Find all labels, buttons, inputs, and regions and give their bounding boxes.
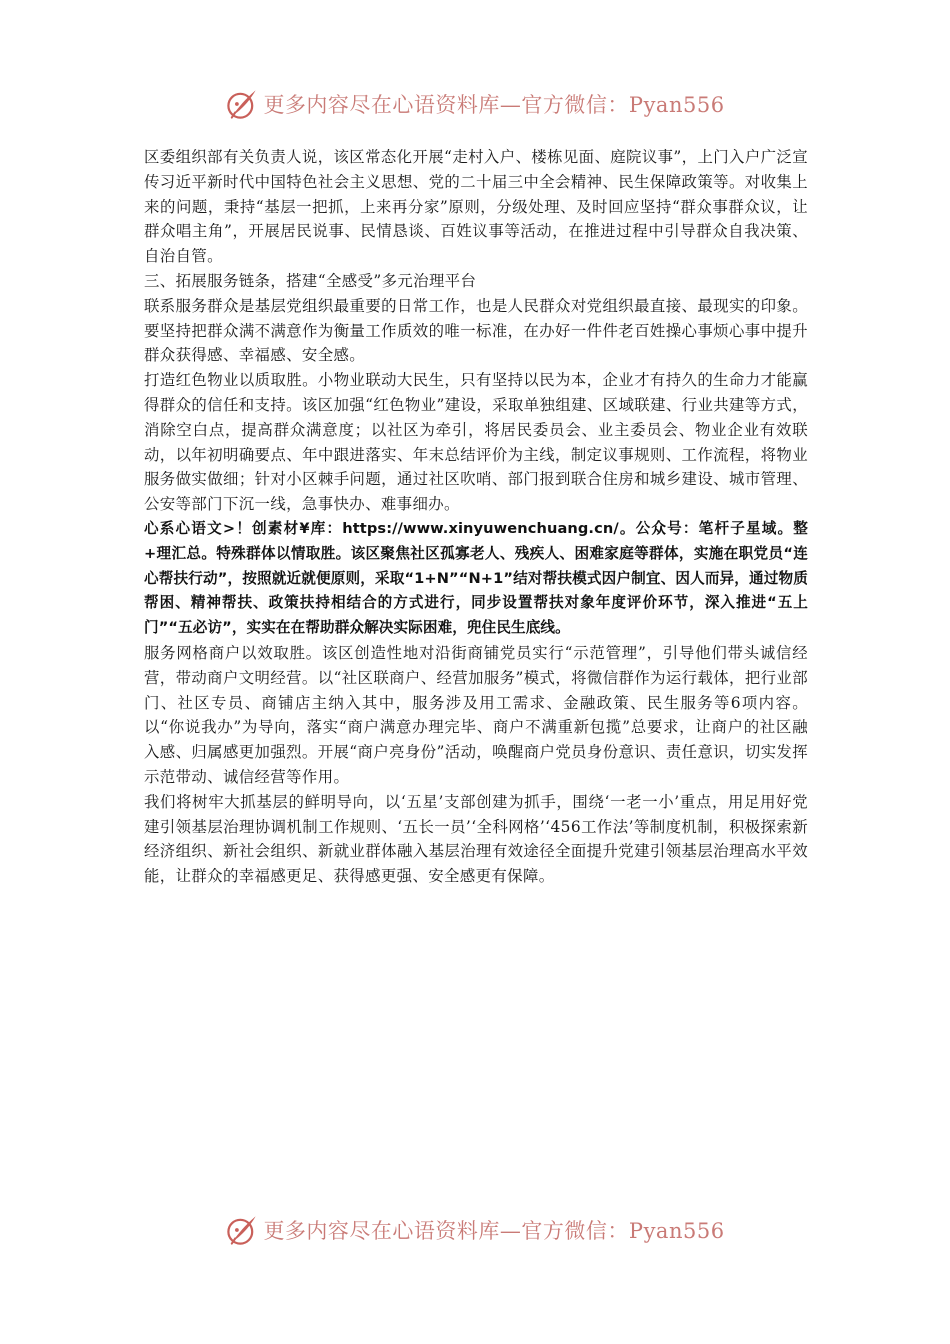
footer-watermark [0,1208,950,1252]
watermark-text: 更多内容尽在心语资料库—官方微信：Pyan556 [263,93,725,117]
paragraph-5: 服务网格商户以效取胜。该区创造性地对沿街商铺党员实行“示范管理”，引导他们带头诚信经营，带动商户文明经营。以“社区联商户、经营加服务”模式，将微信群作为运行载体，把行业部门、社区专员、商铺店主纳入其中，服务涉及用工需求、金融政策、民生服务等6项内容。以“你说我办”为导向，落实“商户满意办理完毕、商户不满重新包揽”总要求，让商户的社区融入感、归属感更加强烈。开展“商户亮身份”活动，唤醒商户党员身份意识、责任意识，切实发挥示范带动、诚信经营等作用。 [144,643,808,786]
quill-logo-icon [225,1213,259,1247]
paragraph-1: 区委组织部有关负责人说，该区常态化开展“走村入户、楼栋见面、庭院议事”，上门入户广泛宣传习近平新时代中国特色社会主义思想、党的二十届三中全会精神、民生保障政策等。对收集上来的问题，秉持“基层一把抓，上来再分家”原则，分级处理、及时回应坚持“群众事群众议，让群众唱主角”，开展居民说事、民情恳谈、百姓议事等活动，在推进过程中引导群众自我决策、自治自管。 [144,148,808,266]
header-watermark [0,82,950,126]
paragraph-6: 我们将树牢大抓基层的鲜明导向，以‘五星’支部创建为抓手，围绕‘一老一小’重点，用足用好党建引领基层治理协调机制工作规则、‘五长一员’‘全科网格’‘456工作法’等制度机制，积极探索新经济组织、新社会组织、新就业群体融入基层治理有效途径全面提升党建引领基层治理高水平效能，让群众的幸福感更足、获得感更强、安全感更有保障。 [144,792,808,886]
section-heading: 三、拓展服务链条，搭建“全感受”多元治理平台 [144,271,477,290]
paragraph-2: 联系服务群众是基层党组织最重要的日常工作，也是人民群众对党组织最直接、最现实的印象。要坚持把群众满不满意作为衡量工作质效的唯一标准，在办好一件件老百姓操心事烦心事中提升群众获得感、幸福感、安全感。 [144,296,808,365]
quill-logo-icon [225,87,259,121]
document-body [144,145,808,889]
paragraph-3: 打造红色物业以质取胜。小物业联动大民生，只有坚持以民为本，企业才有持久的生命力才能赢得群众的信任和支持。该区加强“红色物业”建设，采取单独组建、区域联建、行业共建等方式，消除空白点，提高群众满意度；以社区为牵引，将居民委员会、业主委员会、物业企业有效联动，以年初明确要点、年中跟进落实、年末总结评价为主线，制定议事规则、工作流程，将物业服务做实做细；针对小区棘手问题，通过社区吹哨、部门报到联合住房和城乡建设、城市管理、公安等部门下沉一线，急事快办、难事细办。 [144,371,808,514]
paragraph-4-bold: 心系心语文>！创素材¥库：https://www.xinyuwenchuang.cn/。公众号：笔杆子星域。整+理汇总。特殊群体以情取胜。该区聚焦社区孤寡老人、残疾人、困难家庭等群体，实施在职党员“连心帮扶行动”，按照就近就便原则，采取“1+N”“N+1”结对帮扶模式因户制宜、因人而异，通过物质帮困、精神帮扶、政策扶持相结合的方式进行，同步设置帮扶对象年度评价环节，深入推进“五上门”“五必访”，实实在在帮助群众解决实际困难，兜住民生底线。 [144,519,808,637]
watermark-text: 更多内容尽在心语资料库—官方微信：Pyan556 [263,1219,725,1243]
